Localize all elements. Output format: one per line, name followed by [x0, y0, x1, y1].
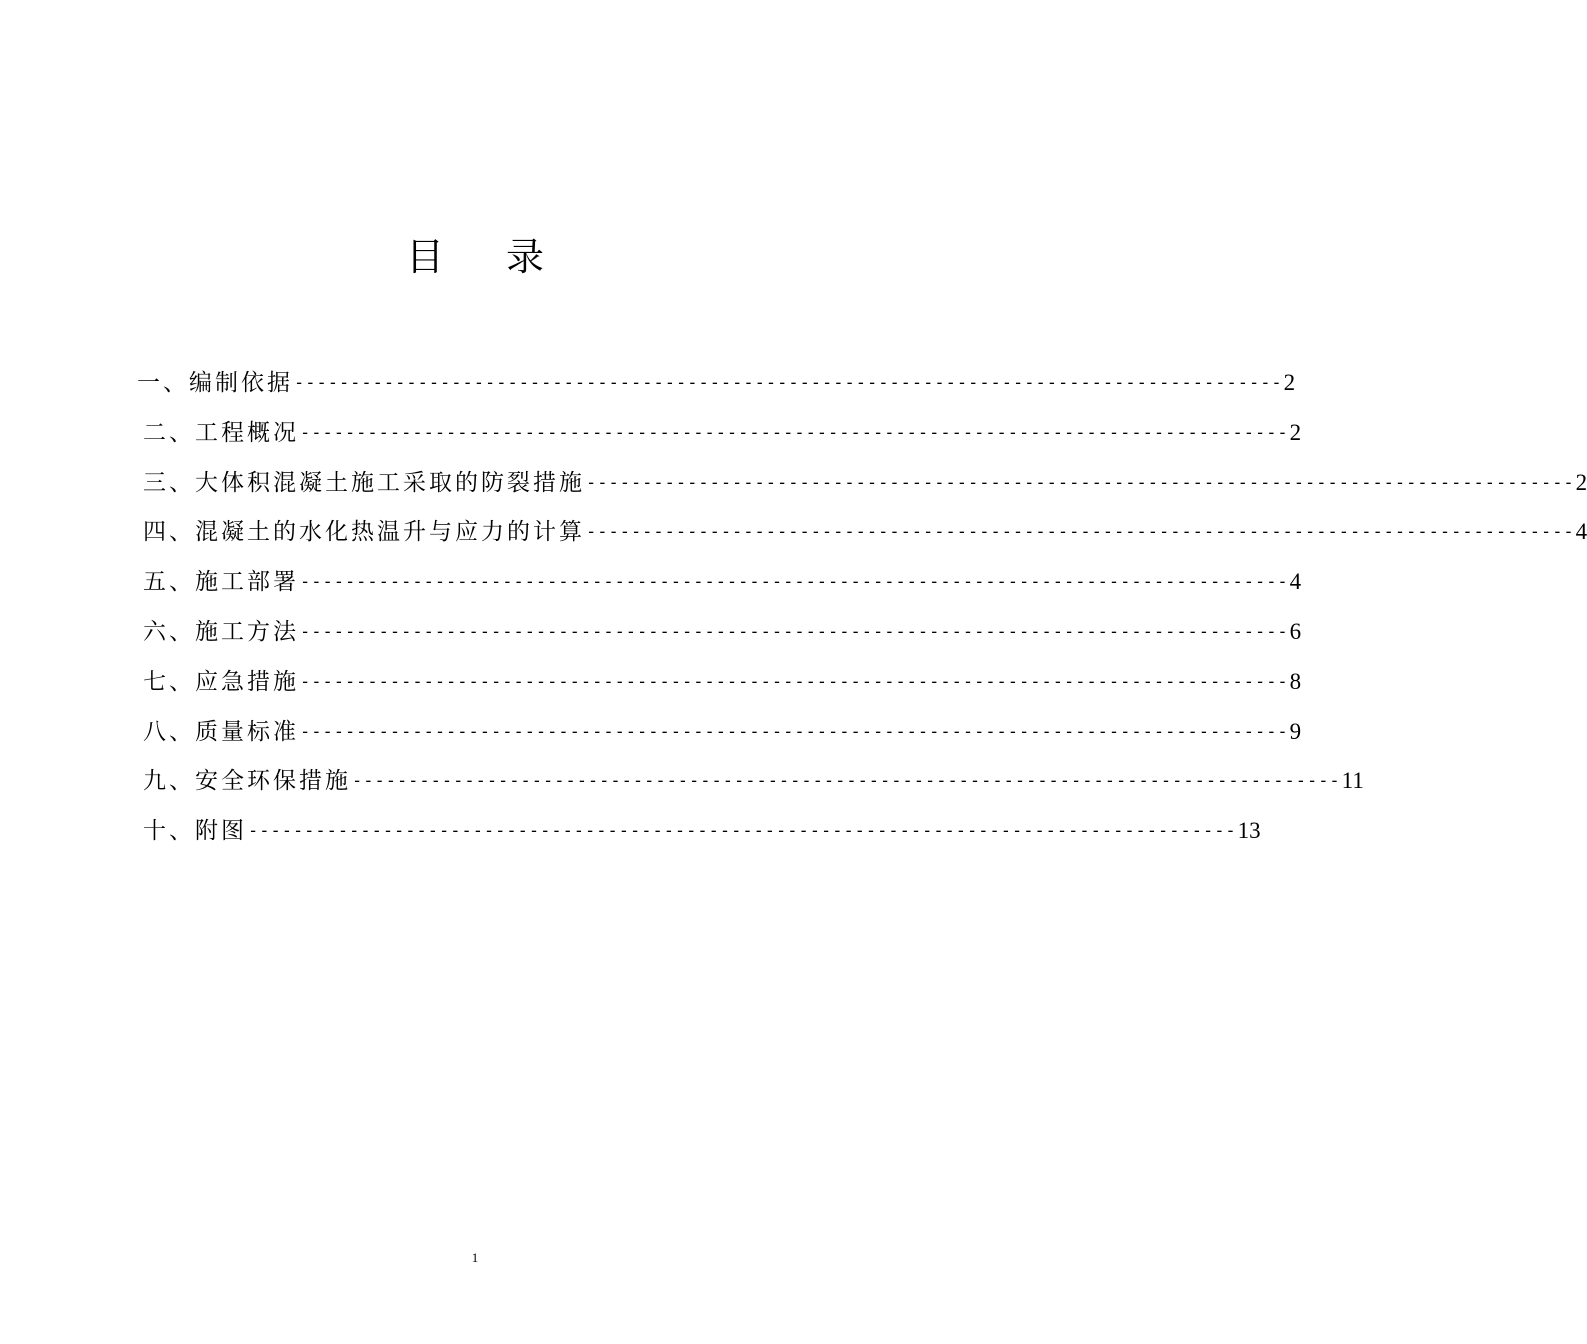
- toc-entry-label: 三、大体积混凝土施工采取的防裂措施: [143, 470, 585, 496]
- toc-entry-5[interactable]: [143, 566, 1302, 598]
- toc-entry-label: 五、施工部署: [143, 569, 299, 595]
- footer-page-number: 1: [471, 1250, 479, 1265]
- toc-entry-label: 一、编制依据: [137, 370, 293, 396]
- toc-entry-page: 6: [1289, 619, 1302, 644]
- toc-dot-leader: ----------------------------------------------------------------------------------------: [300, 622, 1289, 642]
- toc-entry-9[interactable]: [143, 765, 1364, 797]
- toc-dot-leader: ----------------------------------------------------------------------------------------: [294, 373, 1283, 393]
- toc-entry-page: 2: [1575, 470, 1587, 495]
- toc-entry-page: 2: [1283, 370, 1296, 395]
- toc-dot-leader: ----------------------------------------------------------------------------------------: [300, 423, 1289, 443]
- toc-entry-page: 4: [1575, 519, 1587, 544]
- toc-entry-label: 九、安全环保措施: [143, 768, 351, 794]
- toc-entry-label: 四、混凝土的水化热温升与应力的计算: [143, 519, 585, 545]
- toc-entry-page: 13: [1237, 818, 1261, 843]
- toc-entry-label: 七、应急措施: [143, 669, 299, 695]
- toc-entry-page: 4: [1289, 569, 1302, 594]
- toc-entry-4[interactable]: [143, 516, 1587, 548]
- title-char-1: 目: [405, 235, 444, 279]
- toc-entry-label: 六、施工方法: [143, 619, 299, 645]
- toc-entry-8[interactable]: [143, 716, 1302, 748]
- toc-dot-leader: ----------------------------------------------------------------------------------------: [586, 473, 1575, 493]
- toc-entry-2[interactable]: [143, 417, 1302, 449]
- toc-dot-leader: ----------------------------------------------------------------------------------------: [586, 522, 1575, 542]
- toc-entry-7[interactable]: [143, 666, 1302, 698]
- toc-dot-leader: ----------------------------------------------------------------------------------------: [248, 821, 1237, 841]
- title-char-2: 录: [506, 235, 545, 279]
- toc-entry-6[interactable]: [143, 616, 1302, 648]
- toc-entry-10[interactable]: [143, 815, 1261, 847]
- toc-entry-page: 9: [1289, 719, 1302, 744]
- toc-entry-3[interactable]: [143, 467, 1587, 499]
- toc-entry-1[interactable]: [137, 367, 1296, 399]
- toc-dot-leader: ----------------------------------------------------------------------------------------: [300, 672, 1289, 692]
- toc-dot-leader: ----------------------------------------------------------------------------------------: [300, 722, 1289, 742]
- toc-entry-label: 十、附图: [143, 818, 247, 844]
- toc-dot-leader: ----------------------------------------------------------------------------------------: [300, 572, 1289, 592]
- toc-entry-label: 八、质量标准: [143, 719, 299, 745]
- toc-entry-page: 2: [1289, 420, 1302, 445]
- toc-entry-label: 二、工程概况: [143, 420, 299, 446]
- toc-entry-page: 11: [1341, 768, 1364, 793]
- toc-dot-leader: ----------------------------------------------------------------------------------------: [352, 771, 1341, 791]
- toc-entry-page: 8: [1289, 669, 1302, 694]
